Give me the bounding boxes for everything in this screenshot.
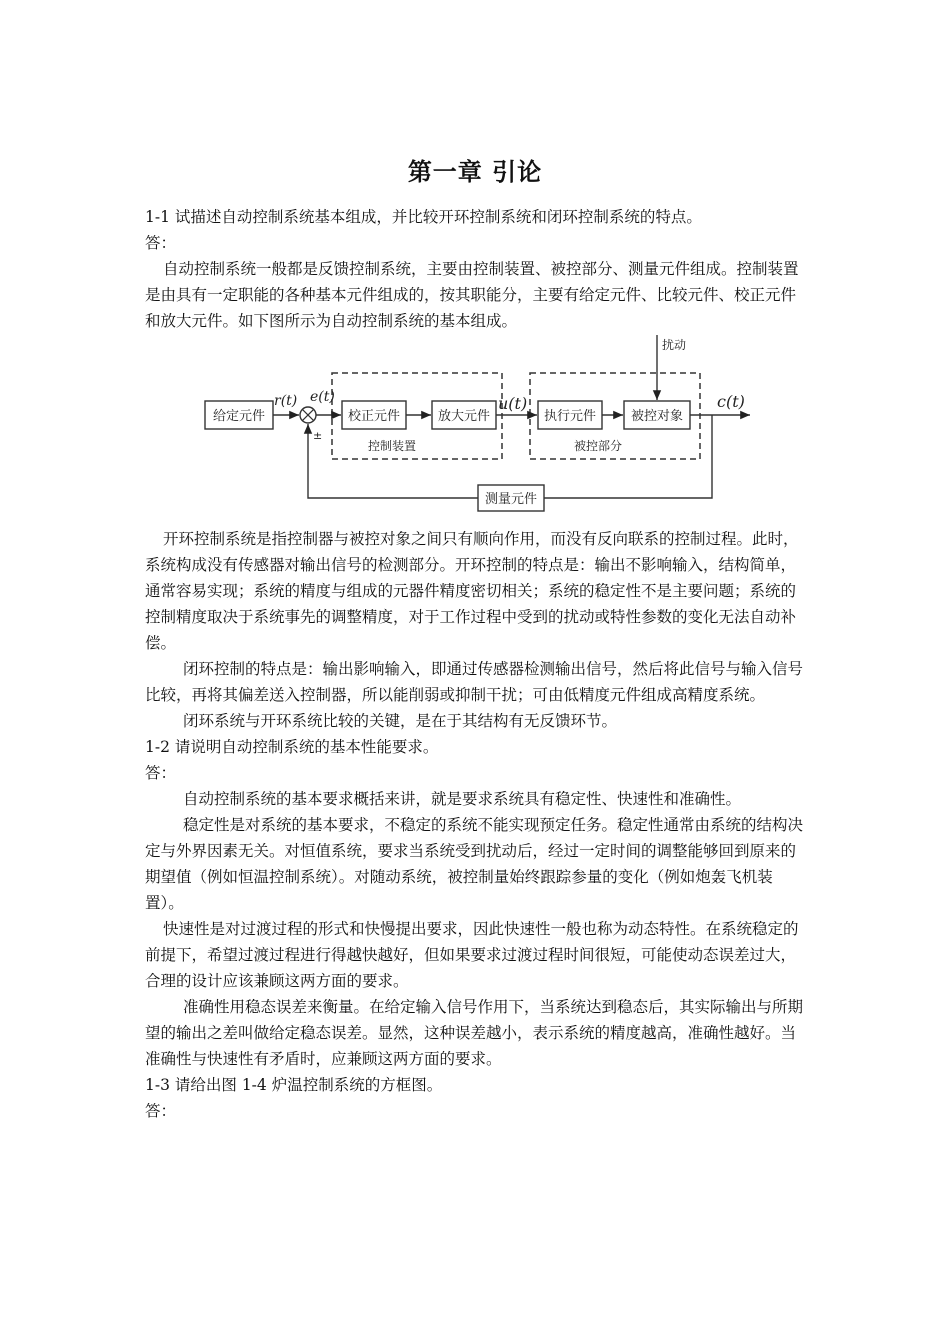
q1-para1: 自动控制系统一般都是反馈控制系统，主要由控制装置、被控部分、测量元件组成。控制装置是由具有一定职能的各种基本元件组成的，按其职能分，主要有给定元件、比较元件、校正元件和放大元件。如下图所示为自动控制系统的基本组成。 [145, 260, 799, 330]
q2-para2: 稳定性是对系统的基本要求，不稳定的系统不能实现预定任务。稳定性通常由系统的结构决定与外界因素无关。对恒值系统，要求当系统受到扰动后，经过一定时间的调整能够回到原来的期望值（例如恒温控制系统）。对随动系统，被控制量始终跟踪参量的变化（例如炮轰飞机装置）。 [145, 816, 804, 912]
q1-para4: 闭环系统与开环系统比较的关键，是在于其结构有无反馈环节。 [183, 712, 618, 730]
signal-u-label: u(t) [498, 394, 528, 413]
plant-block-label: 被控对象 [630, 409, 684, 424]
q2-answer-label: 答： [145, 764, 177, 782]
setpoint-block-label: 给定元件 [212, 409, 266, 424]
q2-para1: 自动控制系统的基本要求概括来讲，就是要求系统具有稳定性、快速性和准确性。 [183, 790, 742, 808]
chapter-title: 第一章 引论 [407, 157, 543, 186]
q1-block [145, 204, 810, 334]
feedback-sign-label: ± [313, 429, 323, 442]
q3-answer-label: 答： [145, 1102, 177, 1120]
signal-r-label: r(t) [274, 393, 298, 409]
q2-para4: 准确性用稳态误差来衡量。在给定输入信号作用下，当系统达到稳态后，其实际输出与所期望的输出之差叫做给定稳态误差。显然，这种误差越小，表示系统的精度越高，准确性越好。当准确性与快速性有矛盾时，应兼顾这两方面的要求。 [145, 998, 804, 1068]
controlled-group-label: 被控部分 [573, 439, 623, 453]
sensor-block-label: 测量元件 [484, 492, 538, 507]
q1-answer-label: 答： [145, 234, 177, 252]
signal-e-label: e(t) [310, 389, 335, 405]
signal-c-label: c(t) [717, 392, 745, 411]
q1-para2: 开环控制系统是指控制器与被控对象之间只有顺向作用，而没有反向联系的控制过程。此时，系统构成没有传感器对输出信号的检测部分。开环控制的特点是：输出不影响输入，结构简单，通常容易实现；系统的精度与组成的元器件精度密切相关；系统的稳定性不是主要问题；系统的控制精度取决于系统事先的调整精度，对于工作过程中受到的扰动或特性参数的变化无法自动补偿。 [145, 530, 799, 652]
actuator-block-label: 执行元件 [543, 409, 597, 424]
q1-continued [145, 526, 810, 1124]
q1-para3: 闭环控制的特点是：输出影响输入，即通过传感器检测输出信号，然后将此信号与输入信号比较，再将其偏差送入控制器，所以能削弱或抑制干扰；可由低精度元件组成高精度系统。 [145, 660, 804, 704]
q2-question: 1-2 请说明自动控制系统的基本性能要求。 [145, 738, 439, 756]
q1-question: 1-1 试描述自动控制系统基本组成，并比较开环控制系统和闭环控制系统的特点。 [145, 208, 702, 226]
q3-question: 1-3 请给出图 1-4 炉温控制系统的方框图。 [145, 1076, 443, 1094]
controller-group-label: 控制装置 [367, 439, 417, 453]
amplifier-block-label: 放大元件 [437, 409, 491, 424]
disturbance-label: 扰动 [662, 338, 687, 352]
control-system-block-diagram [200, 333, 760, 513]
correction-block-label: 校正元件 [347, 409, 401, 424]
q2-para3: 快速性是对过渡过程的形式和快慢提出要求，因此快速性一般也称为动态特性。在系统稳定的前提下，希望过渡过程进行得越快越好，但如果要求过渡过程时间很短，可能使动态误差过大，合理的设计应该兼顾这两方面的要求。 [145, 920, 799, 990]
